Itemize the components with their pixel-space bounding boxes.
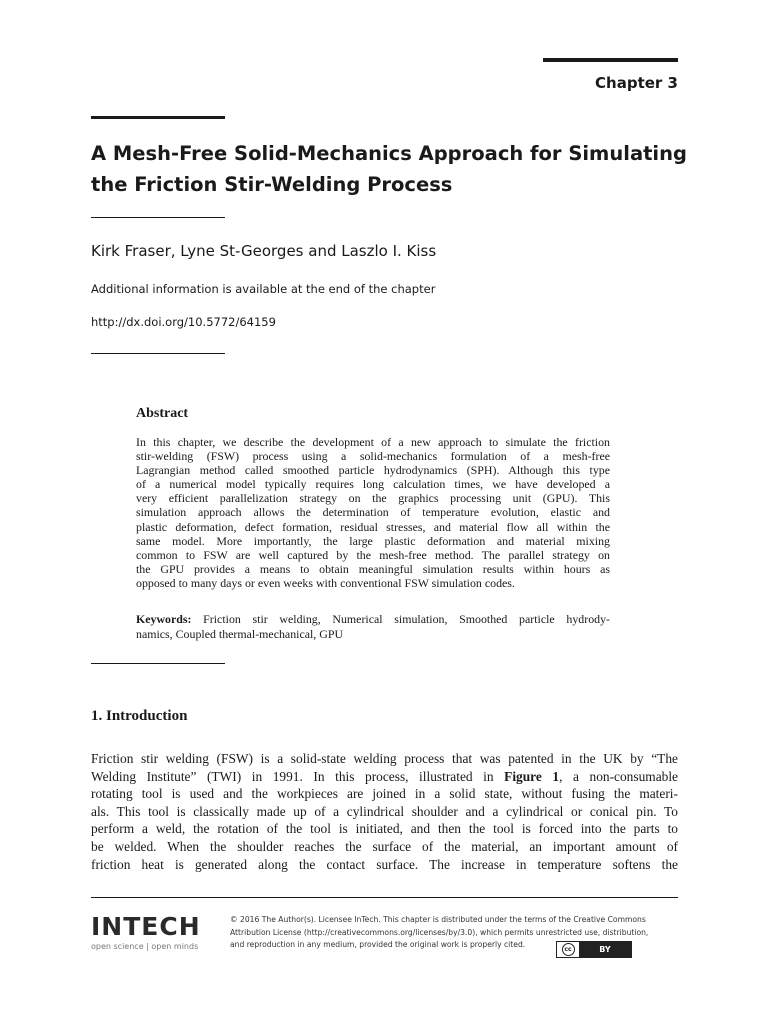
authors-top-rule [91,217,225,218]
intro-line: be welded. When the shoulder reaches the surface of the material, an important amount of [91,838,678,854]
intro-text: Welding Institute” (TWI) in 1991. In this process, illustrated in [91,768,505,784]
abstract-line: In this chapter, we describe the development of a new approach to simulate the friction [136,435,610,449]
chapter-label: Chapter 3 [595,74,678,92]
abstract-line: Lagrangian method called smoothed particle hydrodynamics (SPH). Although this type [136,463,610,478]
doi-link[interactable]: http://dx.doi.org/10.5772/64159 [91,315,276,329]
abstract-heading: Abstract [136,406,189,421]
keywords-text: Friction stir welding, Numerical simulation, Smoothed particle hydrody- [191,612,610,626]
keywords-line [136,612,610,627]
by-label: BY [599,945,611,954]
abstract-body [136,435,610,590]
additional-info: Additional information is available at the end of the chapter [91,282,436,296]
intro-line: friction heat is generated along the contact surface. The increase in temperature softens the [91,856,678,872]
intech-logo: INTECH [91,912,201,941]
license-line: © 2016 The Author(s). Licensee InTech. This chapter is distributed under the terms of the Creative Commons [230,915,646,924]
paper-title [91,138,691,200]
abstract-line: plastic deformation, defect formation, residual stresses, and material flow all within the [136,519,610,534]
cc-by-badge[interactable] [556,941,632,958]
abstract-line: the GPU provides a means to obtain meaningful simulation results within hours as [136,561,610,576]
keywords [136,612,610,641]
intro-text: , a non-consumable [559,768,678,784]
abstract-top-rule [91,353,225,354]
logo-tagline: open science | open minds [91,942,199,951]
section-heading-introduction: 1. Introduction [91,708,188,724]
abstract-line: common to FSW are well captured by the mesh-free method. The parallel strategy on [136,547,610,562]
keywords-label: Keywords: [136,612,192,626]
cc-icon [557,942,579,957]
abstract-line: very efficient parallelization strategy on the graphics processing unit (GPU). This [136,491,610,506]
title-top-rule [91,116,225,119]
title-line: A Mesh-Free Solid-Mechanics Approach for Simulating [91,142,687,165]
introduction-body [91,750,678,873]
intro-top-rule [91,663,225,664]
cc-icon-text: cc [562,943,575,956]
license-line: Attribution License (http://creativecommons.org/licenses/by/3.0), which permits unrestricted use, distribution, [230,927,649,937]
abstract-line: of a numerical model typically requires long calculation times, we have developed a [136,477,610,492]
intro-line: als. This tool is classically made up of a cylindrical shoulder and a cylindrical or conical pin. To [91,803,678,819]
figure-reference-link[interactable]: Figure 1 [504,768,560,784]
top-right-rule [543,58,678,62]
license-line: and reproduction in any medium, provided the original work is properly cited. [230,940,526,950]
keywords-line: namics, Coupled thermal-mechanical, GPU [136,626,344,641]
intro-line [91,768,678,786]
footer-rule [91,897,678,898]
abstract-line: stir-welding (FSW) process using a solid-mechanics formulation of a mesh-free [136,449,610,464]
abstract-line: opposed to many days or even weeks with conventional FSW simulation codes. [136,575,515,590]
intro-line: rotating tool is used and the workpieces are joined in a solid state, without fusing the materi- [91,786,678,802]
title-line: the Friction Stir-Welding Process [91,173,453,196]
abstract-line: same model. More importantly, the large plastic deformation and material mixing [136,533,610,548]
intro-line: perform a weld, the rotation of the tool is initiated, and then the tool is forced into the parts to [91,821,678,837]
abstract-line: simulation approach allows the determination of temperature evolution, elastic and [136,505,610,520]
authors: Kirk Fraser, Lyne St-Georges and Laszlo I. Kiss [91,242,437,260]
intro-line: Friction stir welding (FSW) is a solid-state welding process that was patented in the UK by “The [91,751,678,766]
